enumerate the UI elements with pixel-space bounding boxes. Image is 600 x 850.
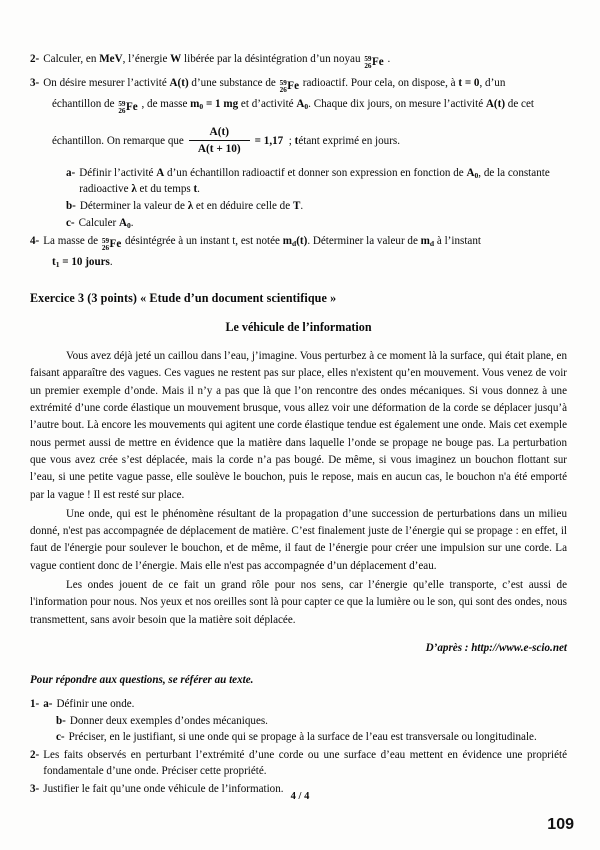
question-item-3: [30, 76, 567, 95]
question-text: [43, 234, 567, 253]
q2-w: W: [170, 53, 182, 65]
isotope-fe59: [102, 237, 121, 253]
q3-seg3: radioactif. Pour cela, on dispose, à: [300, 77, 459, 90]
source-attribution: D’après : http://www.e-scio.net: [425, 641, 567, 654]
question-number: 1-: [30, 697, 40, 710]
atomic-number: 26: [364, 62, 372, 71]
document-title: Le véhicule de l’information: [225, 320, 372, 335]
isotope-numbers: [364, 56, 371, 71]
answer-instruction: Pour répondre aux questions, se référer au texte.: [30, 673, 254, 686]
md-symbol-2: [421, 235, 434, 247]
q3b-seg1: Déterminer la valeur de: [79, 199, 188, 212]
sub-letter: c-: [56, 731, 65, 744]
a0-symbol: A: [296, 98, 305, 111]
question-text: Les faits observés en perturbant l’extrémité d’une corde ou une surface d’eau mettent en évidence une propriété fondamentale d’une onde. Préciser cette propriété.: [43, 749, 567, 777]
element-symbol: Fe: [372, 55, 384, 68]
fraction-numerator: A(t): [209, 126, 229, 139]
q3a-l2-seg1: radioactive: [79, 183, 132, 196]
q3a-seg3: , de la constante: [478, 167, 550, 180]
q3a-l2-seg2: et du temps: [136, 183, 194, 196]
mass-number: 59: [101, 237, 110, 246]
q3b-seg2: et en déduire celle de: [193, 199, 293, 212]
question-3-line-3-fraction: [30, 125, 567, 158]
atomic-number: 26: [279, 86, 287, 95]
md-symbol: m: [282, 235, 293, 248]
question-item-2: [30, 52, 567, 71]
a0-symbol: A: [118, 216, 127, 229]
q3-at: A(t): [169, 77, 189, 90]
a0-subscript: 0: [474, 171, 479, 181]
question-number: 2-: [30, 53, 40, 65]
q3-l2-seg3: et d’activité: [238, 98, 297, 111]
sub-text: [79, 166, 567, 198]
isotope-numbers: [118, 101, 125, 116]
question-text: [43, 52, 567, 71]
q3c-seg2: .: [130, 216, 134, 229]
q3c-A0: [119, 217, 131, 229]
question-3-sub-a: [30, 166, 567, 198]
isotope-numbers: [280, 80, 287, 95]
q3-t0: t = 0: [458, 77, 480, 90]
q4-seg2: désintégrée à un instant t, est notée: [122, 235, 283, 248]
mass-number: 59: [279, 78, 287, 87]
q2-text-after: libérée par la désintégration d’un noyau: [181, 53, 364, 65]
atomic-number: 26: [101, 244, 110, 253]
body-paragraph-3: Les ondes jouent de ce fait un grand rôle pour nos sens, car l’énergie qu’elle transporte, c’est aussi de l'information pour nous. Nos yeux et nos oreilles sont là pour capter ce que la lumière ou le son, qui sont des ondes, nous transmettent, sans avoir besoin que la matière soit déplacée.: [30, 578, 567, 626]
q3-seg1: On désire mesurer l’activité: [43, 77, 170, 90]
q3b-seg3: .: [300, 199, 304, 212]
question-4-line-2: [30, 255, 567, 271]
mass-number: 59: [364, 54, 372, 63]
q3-seg4: , d’un: [479, 77, 506, 90]
q3a-A: A: [156, 167, 165, 180]
sub-text: Préciser, en le justifiant, si une onde qui se propage à la surface de l’eau est transversale ou longitudinale.: [68, 731, 537, 744]
q3a-seg2: d’un échantillon radioactif et donner son expression en fonction de: [164, 167, 467, 180]
q3-l3-seg1: échantillon. On remarque que: [52, 134, 184, 147]
q3-bold-t: t: [294, 134, 299, 147]
q3-seg2: d’une substance de: [188, 77, 279, 90]
sub-letter: b-: [56, 714, 66, 727]
q2-mev: MeV: [99, 53, 123, 65]
question-number: 3-: [30, 77, 40, 90]
m0-symbol: m: [190, 98, 200, 111]
q2-text-end: .: [384, 53, 391, 65]
mass-number: 59: [118, 99, 126, 108]
ex3-question-1c: [30, 730, 567, 746]
lambda-symbol: λ: [131, 183, 137, 196]
body-paragraph-1: Vous avez déjà jeté un caillou dans l’eau, j’imagine. Vous perturbez à ce moment là la surface, qui était plane, en faisant apparaître des vagues. Ces vagues ne restent pas sur place, elles n'existent qu’en mouvement. Vous venez de voir un premier exemple d’onde. Mais il n’y a pas que là que l’on rencontre des ondes mécaniques. Si vous donnez à une extrémité d’une corde élastique un mouvement brusque, vous allez voir une déformation de la corde se déplacer jusqu’à l’autre bout. Là encore les mouvements qui agitent une corde élastique tendue est également une onde. Mais cet exemple nous permet aussi de mettre en évidence que la matière dans laquelle l’onde se propage ne bouge pas. La perturbation que vous avez crée s’est déplacée, mais la corde n’a pas bougé. De même, si vous imaginez un bouchon flottant sur l’eau, si une petite vague passe, elle soulève le bouchon, puis le repose, mais en aucun cas, le bouchon n'a été emporté par la vague ! Il est resté sur place.: [30, 350, 567, 501]
m0-subscript: 0: [199, 102, 204, 112]
ex3-question-1b: [30, 714, 567, 730]
sub-text: Donner deux exemples d’ondes mécaniques.: [69, 714, 268, 727]
sub-letter: a-: [66, 167, 76, 180]
sub-letter: a-: [43, 697, 53, 710]
a0-subscript: 0: [304, 102, 309, 112]
q3-l2-seg2: , de masse: [138, 98, 191, 111]
t1-value: [52, 256, 110, 268]
element-symbol: Fe: [287, 79, 299, 92]
q3-m0: [190, 98, 238, 110]
page-content: [30, 52, 567, 802]
isotope-numbers: [102, 238, 109, 253]
q4-seg1: La masse de: [43, 235, 101, 248]
semicolon: ;: [288, 134, 292, 147]
md-symbol: m: [420, 235, 430, 248]
element-symbol: Fe: [109, 238, 122, 251]
q3-l2-seg5: de cet: [505, 98, 534, 111]
ex3-question-1: [30, 697, 567, 713]
isotope-fe59: [364, 55, 383, 71]
md-subscript: d: [429, 239, 435, 249]
a0-subscript: 0: [127, 220, 131, 230]
md-subscript: d: [292, 239, 297, 249]
md-of-t: [283, 235, 308, 247]
q3a-t: t: [193, 183, 198, 196]
q3c-seg1: Calculer: [78, 216, 119, 229]
t1-val: = 10 jours: [59, 256, 110, 269]
q3-at2: A(t): [485, 98, 506, 111]
q3-l2-seg4: . Chaque dix jours, on mesure l’activité: [308, 98, 486, 111]
sub-letter: c-: [66, 216, 75, 229]
sub-letter: b-: [66, 199, 76, 212]
question-number: 3-: [30, 782, 40, 795]
t1-subscript: 1: [55, 260, 60, 270]
t1-symbol: t: [52, 256, 56, 269]
question-3-sub-c: [30, 216, 567, 232]
activity-ratio-fraction: [189, 124, 250, 157]
question-item-4: [30, 234, 567, 253]
q2-text-before: Calculer, en: [43, 53, 100, 65]
isotope-fe59: [280, 79, 299, 95]
m0-value: = 1 mg: [203, 98, 239, 111]
q3-l2-seg1: échantillon de: [52, 98, 118, 111]
fraction-denominator: A(t + 10): [189, 140, 250, 157]
question-number: 2-: [30, 749, 40, 762]
q4-l2-end: .: [109, 256, 113, 269]
question-number: 4-: [30, 235, 40, 248]
half-life-T: T: [292, 199, 301, 212]
question-3-sub-b: [30, 199, 567, 215]
ratio-value: 1,17: [263, 134, 284, 147]
isotope-fe59: [118, 100, 137, 116]
q3-l3-seg2: étant exprimé en jours.: [298, 134, 400, 147]
question-text: Justifier le fait qu’une onde véhicule de l’information.: [43, 782, 284, 795]
q3-a0: [296, 98, 308, 110]
element-symbol: Fe: [126, 101, 138, 114]
q2-text-mid: , l’énergie: [122, 53, 171, 65]
body-paragraph-2: Une onde, qui est le phénomène résultant de la propagation d’une succession de perturbations dans un milieu donné, n'est pas accompagnée de déplacement de matière. C’est finalement juste de l’énergie qui se propage : en effet, il faut de l'énergie pour soulever le bouchon, et de même, il faut de l’énergie pour créer une impulsion sur une corde. La vague contient donc de l’énergie. Mais elle n'est pas accompagnée d’un déplacement d’eau.: [30, 507, 567, 572]
a0-symbol: A: [466, 167, 475, 180]
page-indicator: 4 / 4: [290, 791, 310, 802]
sub-text: [80, 199, 567, 215]
q4-seg3: . Déterminer la valeur de: [307, 235, 421, 248]
equals-sign: =: [254, 134, 261, 147]
ex3-question-2: [30, 748, 567, 780]
folio-number: 109: [547, 816, 574, 833]
q3a-seg1: Définir l’activité: [79, 167, 157, 180]
atomic-number: 26: [118, 107, 126, 116]
exercise-3-heading: Exercice 3 (3 points) « Etude d’un document scientifique »: [30, 291, 337, 306]
q4-seg4: à l’instant: [434, 235, 481, 248]
md-arg: (t): [296, 235, 308, 248]
lambda-symbol: λ: [187, 199, 194, 212]
sub-text: [79, 216, 567, 232]
q3a-l2-seg3: .: [197, 183, 200, 196]
question-3-line-2: [30, 97, 567, 116]
question-text: [43, 76, 567, 95]
question-text: Définir une onde.: [56, 697, 135, 710]
q3a-A0: [467, 167, 479, 179]
